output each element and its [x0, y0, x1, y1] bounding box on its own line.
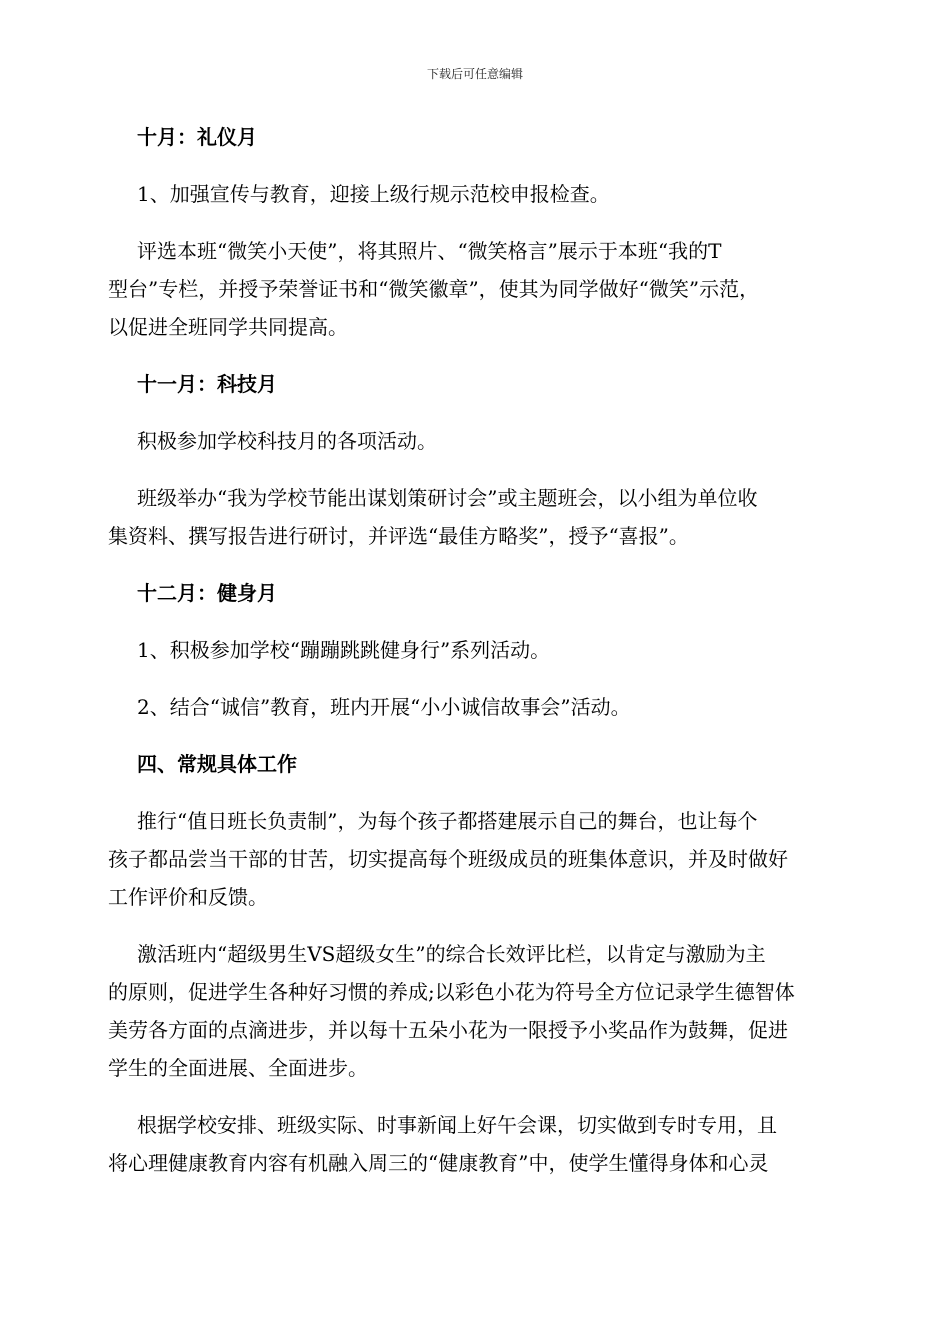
paragraph [108, 935, 848, 1087]
paragraph-line: 根据学校安排、班级实际、时事新闻上好午会课，切实做到专时专用，且 [137, 1113, 777, 1137]
paragraph-line: 学生的全面进展、全面进步。 [108, 1056, 368, 1080]
paragraph-line: 1、加强宣传与教育，迎接上级行规示范校申报检查。 [137, 182, 610, 206]
paragraph [108, 1106, 848, 1182]
paragraph-line: 激活班内“超级男生VS超级女生”的综合长效评比栏，以肯定与激励为主 [137, 942, 766, 966]
paragraph-line: 1、积极参加学校“蹦蹦跳跳健身行”系列活动。 [137, 638, 551, 662]
paragraph [108, 175, 848, 213]
paragraph-line: 的原则，促进学生各种好习惯的养成;以彩色小花为符号全方位记录学生德智体 [108, 980, 795, 1004]
paragraph [108, 232, 848, 346]
paragraph-line: 班级举办“我为学校节能出谋划策研讨会”或主题班会，以小组为单位收 [137, 486, 758, 510]
document-body [108, 118, 848, 1201]
section-heading: 十二月：健身月 [137, 581, 277, 605]
paragraph-line: 评选本班“微笑小天使”，将其照片、“微笑格言”展示于本班“我的T [137, 239, 722, 263]
paragraph-line: 以促进全班同学共同提高。 [108, 315, 348, 339]
paragraph-line: 2、结合“诚信”教育，班内开展“小小诚信故事会”活动。 [137, 695, 631, 719]
paragraph-line: 美劳各方面的点滴进步，并以每十五朵小花为一限授予小奖品作为鼓舞，促进 [108, 1018, 788, 1042]
paragraph-line: 推行“值日班长负责制”，为每个孩子都搭建展示自己的舞台，也让每个 [137, 809, 758, 833]
paragraph-line: 孩子都品尝当干部的甘苦，切实提高每个班级成员的班集体意识，并及时做好 [108, 847, 788, 871]
paragraph [108, 802, 848, 916]
paragraph [108, 479, 848, 555]
paragraph-line: 型台”专栏，并授予荣誉证书和“微笑徽章”，使其为同学做好“微笑”示范， [108, 277, 760, 301]
paragraph-line: 集资料、撰写报告进行研讨，并评选“最佳方略奖”，授予“喜报”。 [108, 524, 689, 548]
paragraph [108, 422, 848, 460]
paragraph-line: 工作评价和反馈。 [108, 885, 268, 909]
paragraph-line: 积极参加学校科技月的各项活动。 [137, 429, 437, 453]
section-heading: 四、常规具体工作 [137, 752, 297, 776]
header-note: 下载后可任意编辑 [426, 67, 523, 81]
section-heading: 十月：礼仪月 [137, 125, 257, 149]
paragraph [108, 688, 848, 726]
paragraph-line: 将心理健康教育内容有机融入周三的“健康教育”中，使学生懂得身体和心灵 [108, 1151, 769, 1175]
paragraph [108, 631, 848, 669]
section-heading: 十一月：科技月 [137, 372, 277, 396]
